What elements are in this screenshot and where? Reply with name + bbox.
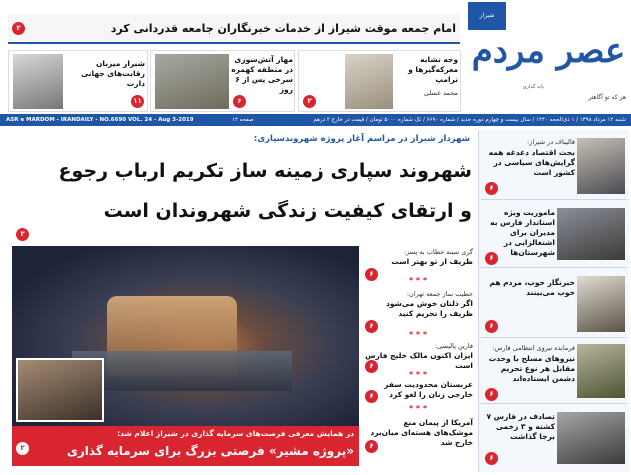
item-text: ایران اکنون مالک خلیج فارس است (365, 351, 473, 370)
item-text: آمریکا از پیمان منع موشک‌های هسته‌ای میان‌برد خارج شد (370, 418, 473, 447)
building-render (72, 351, 292, 391)
item-photo (557, 208, 625, 260)
caption-line: در همایش معرفی فرصت‌های سرمایه گذاری در شیراز اعلام شد: (117, 429, 354, 438)
top-headline: امام جمعه موقت شیراز از خدمات خبرنگاران جامعه قدردانی کرد (110, 22, 456, 35)
caption-title: «پروژه مشیر» فرصتی بزرگ برای سرمایه گذاری (66, 444, 354, 458)
teaser-photo (345, 54, 393, 109)
item-label: قالیباف در شیراز: (526, 138, 575, 146)
teaser-title: شیراز میزبان رقابت‌های جهانی دارت (81, 59, 145, 88)
separator: * * * (408, 276, 428, 285)
separator: * * * (408, 330, 428, 339)
item-photo (577, 344, 625, 398)
teaser (150, 50, 295, 112)
item-text: ماموریت ویژه استاندار فارس به مدیران برای اشتغالزایی در شهرستان‌ها (490, 208, 555, 257)
logo: عصر مردم (471, 31, 626, 71)
item-text: نیروهای مسلح با وحدت مقابل هر نوع تحریم دشمن ایستاده‌اند (488, 354, 575, 383)
inset-photo (16, 358, 104, 422)
page-badge: ۶ (365, 390, 378, 403)
page-badge: ۶ (485, 388, 498, 401)
page-badge: ۶ (485, 182, 498, 195)
page-badge: ۶ (485, 452, 498, 465)
teaser (298, 50, 461, 112)
teaser-author: محمد عسلی (423, 89, 458, 97)
page-badge: ۶ (365, 360, 378, 373)
item-text: بحث اقتصاد دغدغه همه گرایش‌های سیاسی در کشور است (488, 148, 575, 177)
mid-news-item (363, 380, 473, 416)
page-badge: ۶ (365, 268, 378, 281)
item-label: خطیب نماز جمعه تهران: (406, 290, 473, 298)
seal-emblem: شیراز (468, 2, 506, 30)
item-text: خبرنگار خوب، مردم هم خوب می‌بینند (489, 278, 575, 297)
page-badge: ۶ (233, 95, 246, 108)
page-badge: ۳ (16, 442, 29, 455)
item-text: اگر ذلتان خوش می‌شود ظریف را تحریم کنید (386, 299, 473, 318)
masthead-tagline: هر که تو آگاهتر (588, 94, 626, 101)
item-label: فرمانده نیروی انتظامی فارس: (492, 344, 575, 352)
mid-news-item (363, 248, 473, 288)
sidebar-news-item (481, 134, 627, 200)
teaser-title: مهار آتش‌سوزی در منطقه کهمره سرخی پس از ۶ روز (231, 55, 293, 94)
item-photo (557, 412, 625, 464)
top-headline-bar (8, 14, 460, 44)
page-badge: ۱۱ (131, 95, 144, 108)
page-badge: ۲ (12, 22, 25, 35)
teaser-photo (13, 54, 63, 109)
mid-news-item (363, 342, 473, 378)
item-text: ظریف از تو بهتر است (391, 257, 473, 266)
page-badge: ۳ (16, 228, 29, 241)
photo-caption (12, 426, 359, 466)
page-badge: ۶ (485, 252, 498, 265)
page-badge: ۲ (303, 95, 316, 108)
sidebar-news-item (481, 270, 627, 338)
separator: * * * (408, 404, 428, 413)
separator: * * * (408, 370, 428, 379)
teaser-title: وجه تشابه معرکه‌گیرها و ترامپ (408, 55, 458, 84)
page-badge: ۶ (365, 320, 378, 333)
item-text: عربستان محدودیت سفر خارجی زنان را لغو کرد (384, 380, 473, 399)
page-badge: ۶ (485, 320, 498, 333)
lead-headline: و ارتقای کیفیت زندگی شهروندان است (103, 200, 472, 222)
dateline-bar (0, 114, 631, 126)
dateline-center: ۱۲ صفحه (232, 117, 254, 123)
dateline-left: ASR e MARDOM - IRANDAILY - NO.6690 VOL. 24 - Aug 3-2019 (6, 117, 194, 123)
sidebar-news-item (481, 202, 627, 268)
lead-kicker: شهردار شیراز در مراسم آغاز پروژه شهروندسپاری: (253, 134, 470, 144)
mid-news-item (363, 418, 473, 466)
mid-news-item (363, 290, 473, 340)
item-photo (577, 276, 625, 332)
sidebar-news-item (481, 340, 627, 404)
item-photo (577, 138, 625, 194)
page-badge: ۶ (365, 440, 378, 453)
item-text: تصادف در فارس ۷ کشته و ۳ زخمی برجا گذاشت (486, 412, 555, 441)
dateline-right: شنبه ۱۲ مرداد ۱۳۹۸ / ۱ ذی‌الحجه ۱۴۴۰ / سال بیست و چهارم دوره جدید / شماره ۶۶۹۰ / تک شماره ۵۰۰۰ تومان / قیمت در خارج ۲ درهم (313, 117, 626, 123)
teaser-photo (155, 54, 229, 109)
teaser (8, 50, 148, 112)
item-label: گری سینه خطاب به پسر: (403, 248, 473, 256)
masthead (468, 2, 629, 107)
lead-headline: شهروند سپاری زمینه ساز تکریم ارباب رجوع (58, 160, 472, 182)
sidebar-news-item (481, 406, 627, 470)
masthead-founded: پایه گذاری (522, 84, 544, 90)
item-label: فارین پالیسی: (434, 342, 473, 350)
